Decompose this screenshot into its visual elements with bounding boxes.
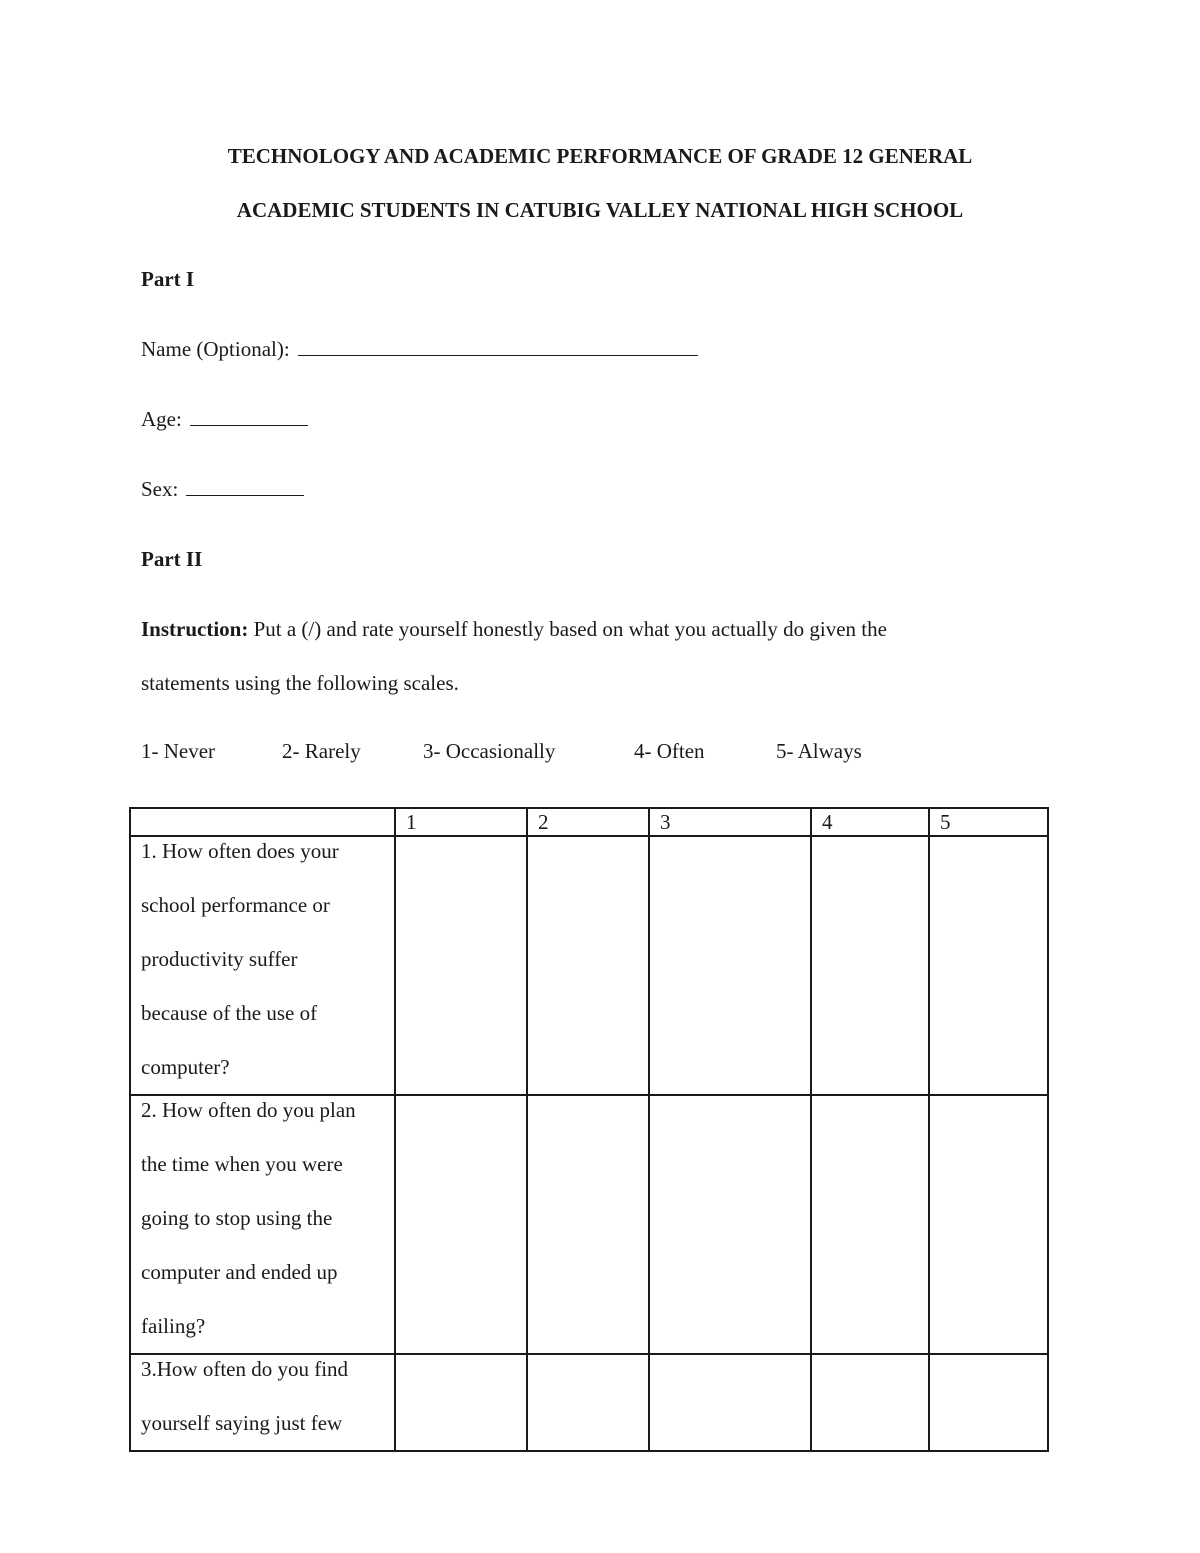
table-row	[130, 836, 1048, 1095]
rating-cell-q1-5[interactable]	[929, 836, 1048, 1095]
rating-cell-q3-4[interactable]	[811, 1354, 929, 1451]
sex-field-row	[141, 477, 304, 502]
rating-cell-q1-2[interactable]	[527, 836, 649, 1095]
rating-cell-q2-5[interactable]	[929, 1095, 1048, 1354]
question-2-line: failing?	[141, 1314, 206, 1338]
question-2-line: 2. How often do you plan	[141, 1098, 356, 1122]
instruction-line-1	[141, 617, 887, 642]
rating-cell-q1-1[interactable]	[395, 836, 527, 1095]
document-title-line-1: TECHNOLOGY AND ACADEMIC PERFORMANCE OF GRADE 12 GENERAL	[227, 144, 973, 168]
instruction-text-1: Put a (/) and rate yourself honestly based on what you actually do given the	[248, 617, 887, 641]
rating-cell-q1-4[interactable]	[811, 836, 929, 1095]
document-title-line-2: ACADEMIC STUDENTS IN CATUBIG VALLEY NATIONAL HIGH SCHOOL	[236, 198, 964, 222]
age-label: Age:	[141, 407, 182, 431]
instruction-label: Instruction:	[141, 617, 249, 641]
part-2-heading: Part II	[141, 547, 203, 571]
scale-rarely: 2- Rarely	[282, 739, 361, 763]
header-cell-4: 4	[811, 808, 929, 836]
question-1-line: school performance or	[141, 893, 330, 917]
question-2-line: going to stop using the	[141, 1206, 333, 1230]
table-row	[130, 1095, 1048, 1354]
rating-cell-q3-1[interactable]	[395, 1354, 527, 1451]
header-cell-2: 2	[527, 808, 649, 836]
question-1-line: 1. How often does your	[141, 839, 339, 863]
scale-never: 1- Never	[141, 739, 216, 763]
name-field-row	[141, 337, 698, 362]
instruction-line-2: statements using the following scales.	[141, 671, 459, 695]
question-2-line: the time when you were	[141, 1152, 343, 1176]
rating-cell-q2-1[interactable]	[395, 1095, 527, 1354]
question-cell-3	[130, 1354, 395, 1451]
question-cell-1	[130, 836, 395, 1095]
table-row	[130, 1354, 1048, 1451]
scale-occasionally: 3- Occasionally	[423, 739, 556, 763]
header-cell-1: 1	[395, 808, 527, 836]
header-cell-5: 5	[929, 808, 1048, 836]
rating-cell-q2-4[interactable]	[811, 1095, 929, 1354]
age-blank-line[interactable]	[190, 409, 308, 426]
rating-cell-q3-3[interactable]	[649, 1354, 811, 1451]
sex-label: Sex:	[141, 477, 179, 501]
question-1-line: because of the use of	[141, 1001, 318, 1025]
question-3-line: yourself saying just few	[141, 1411, 343, 1435]
question-3-line: 3.How often do you find	[141, 1357, 349, 1381]
name-label: Name (Optional):	[141, 337, 290, 361]
question-1-line: productivity suffer	[141, 947, 298, 971]
scale-often: 4- Often	[634, 739, 705, 763]
question-2-line: computer and ended up	[141, 1260, 338, 1284]
name-blank-line[interactable]	[298, 339, 698, 356]
rating-cell-q2-2[interactable]	[527, 1095, 649, 1354]
part-1-heading: Part I	[141, 267, 195, 291]
rating-cell-q3-2[interactable]	[527, 1354, 649, 1451]
rating-cell-q2-3[interactable]	[649, 1095, 811, 1354]
question-cell-2	[130, 1095, 395, 1354]
header-cell-3: 3	[649, 808, 811, 836]
sex-blank-line[interactable]	[186, 479, 304, 496]
age-field-row	[141, 407, 308, 432]
scale-always: 5- Always	[776, 739, 862, 763]
rating-table	[129, 807, 1049, 1452]
rating-cell-q3-5[interactable]	[929, 1354, 1048, 1451]
rating-cell-q1-3[interactable]	[649, 836, 811, 1095]
question-1-line: computer?	[141, 1055, 230, 1079]
